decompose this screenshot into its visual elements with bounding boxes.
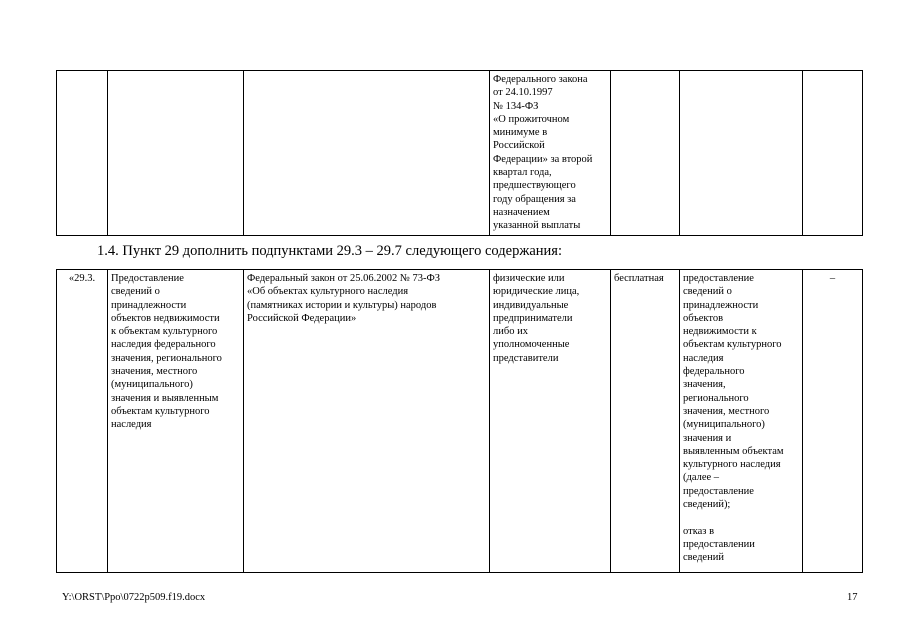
cell-text-line: (памятниках истории и культуры) народов bbox=[247, 299, 437, 311]
cell-text-line: Федерации» за второй bbox=[493, 153, 593, 165]
cell-text-line: назначением bbox=[493, 206, 550, 218]
cell-text-line: отказ в bbox=[683, 525, 715, 537]
cell-text-line: представители bbox=[493, 352, 559, 364]
last-column-cell bbox=[803, 270, 863, 573]
row-number-cell bbox=[57, 270, 108, 573]
cell-text-line: предоставление bbox=[683, 485, 754, 497]
cell-text-line: выявленным объектам bbox=[683, 445, 784, 457]
cell-text-line: (муниципального) bbox=[683, 419, 765, 431]
cell-text-line: квартал года, bbox=[493, 167, 552, 179]
cell-text-line: значения, местного bbox=[683, 405, 770, 417]
cell-text-line: принадлежности bbox=[111, 299, 187, 311]
cell-text-line: Федеральный закон от 25.06.2002 № 73-ФЗ bbox=[247, 273, 441, 284]
result-cell bbox=[680, 270, 803, 573]
footer-file-path: Y:\ORST\Ppo\0722p509.f19.docx bbox=[62, 592, 206, 603]
cell-text-line: году обращения за bbox=[493, 193, 576, 205]
table-cell bbox=[611, 71, 680, 236]
cell-text-line: (муниципального) bbox=[111, 379, 193, 391]
cell-text-line: предприниматели bbox=[493, 312, 573, 324]
cell-text-line: наследия федерального bbox=[111, 339, 216, 351]
cell-text-line: предшествующего bbox=[493, 180, 576, 192]
cell-text-line: сведений); bbox=[683, 499, 731, 511]
cell-text-line: Предоставление bbox=[111, 273, 184, 284]
cell-text-line: значения, местного bbox=[111, 366, 198, 378]
cell-text-line: объектов bbox=[683, 312, 724, 324]
cost-text: бесплатная bbox=[614, 273, 664, 284]
cell-text-line: «О прожиточном bbox=[493, 113, 570, 125]
cell-text-line: к объектам культурного bbox=[111, 326, 218, 338]
cell-text-line: минимуме в bbox=[493, 127, 548, 139]
law-reference-cell bbox=[490, 71, 611, 236]
table-cell bbox=[57, 71, 108, 236]
cell-text-line: федерального bbox=[683, 366, 745, 378]
service-name-cell bbox=[108, 270, 244, 573]
cost-cell bbox=[611, 270, 680, 573]
services-table bbox=[56, 269, 863, 573]
cell-text-line: указанной выплаты bbox=[493, 220, 581, 232]
cell-text-line: культурного наследия bbox=[683, 459, 781, 471]
cell-text-line: сведений о bbox=[683, 286, 732, 298]
dash-mark: – bbox=[829, 273, 836, 284]
table-cell bbox=[108, 71, 244, 236]
cell-text-line: регионального bbox=[683, 392, 749, 404]
cell-text-line: индивидуальные bbox=[493, 299, 569, 311]
cell-text-line: «Об объектах культурного наследия bbox=[247, 286, 409, 298]
cell-text-line: значения, регионального bbox=[111, 352, 222, 364]
cell-text-line: недвижимости к bbox=[683, 326, 757, 338]
table-row bbox=[57, 71, 863, 236]
continuation-table bbox=[56, 70, 863, 236]
legal-basis-cell bbox=[244, 270, 490, 573]
table-row bbox=[57, 270, 863, 573]
cell-text-line: объектов недвижимости bbox=[111, 312, 220, 324]
cell-text-line: сведений bbox=[683, 552, 724, 564]
section-heading: 1.4. Пункт 29 дополнить подпунктами 29.3 – 29.7 следующего содержания: bbox=[97, 243, 562, 259]
cell-text-line: значения, bbox=[683, 379, 726, 391]
cell-text-line: физические или bbox=[493, 273, 565, 284]
applicants-cell bbox=[490, 270, 611, 573]
cell-text-line: (далее – bbox=[683, 472, 720, 484]
cell-text-line: предоставлении bbox=[683, 538, 755, 550]
cell-text-line: принадлежности bbox=[683, 299, 759, 311]
cell-text-line: объектам культурного bbox=[683, 339, 782, 351]
cell-text-line: от 24.10.1997 bbox=[493, 87, 553, 99]
cell-text-line: объектам культурного bbox=[111, 405, 210, 417]
cell-text-line: № 134-ФЗ bbox=[493, 100, 539, 112]
cell-text-line: значения и bbox=[683, 432, 732, 444]
cell-text-line: Федерального закона bbox=[493, 74, 588, 85]
cell-text-line: предоставление bbox=[683, 273, 754, 284]
cell-text-line: наследия bbox=[683, 352, 724, 364]
row-number: «29.3. bbox=[68, 273, 96, 284]
page-number: 17 bbox=[847, 592, 858, 603]
cell-text-line: Российской bbox=[493, 140, 545, 152]
cell-text-line: наследия bbox=[111, 419, 152, 431]
cell-text-line: Российской Федерации» bbox=[247, 312, 357, 324]
table-cell bbox=[680, 71, 803, 236]
cell-text-line: юридические лица, bbox=[493, 286, 580, 298]
cell-text-line: уполномоченные bbox=[493, 339, 570, 351]
table-cell bbox=[803, 71, 863, 236]
table-cell bbox=[244, 71, 490, 236]
paragraph-gap bbox=[683, 511, 799, 524]
cell-text-line: либо их bbox=[493, 326, 528, 338]
cell-text-line: значения и выявленным bbox=[111, 392, 219, 404]
cell-text-line: сведений о bbox=[111, 286, 160, 298]
